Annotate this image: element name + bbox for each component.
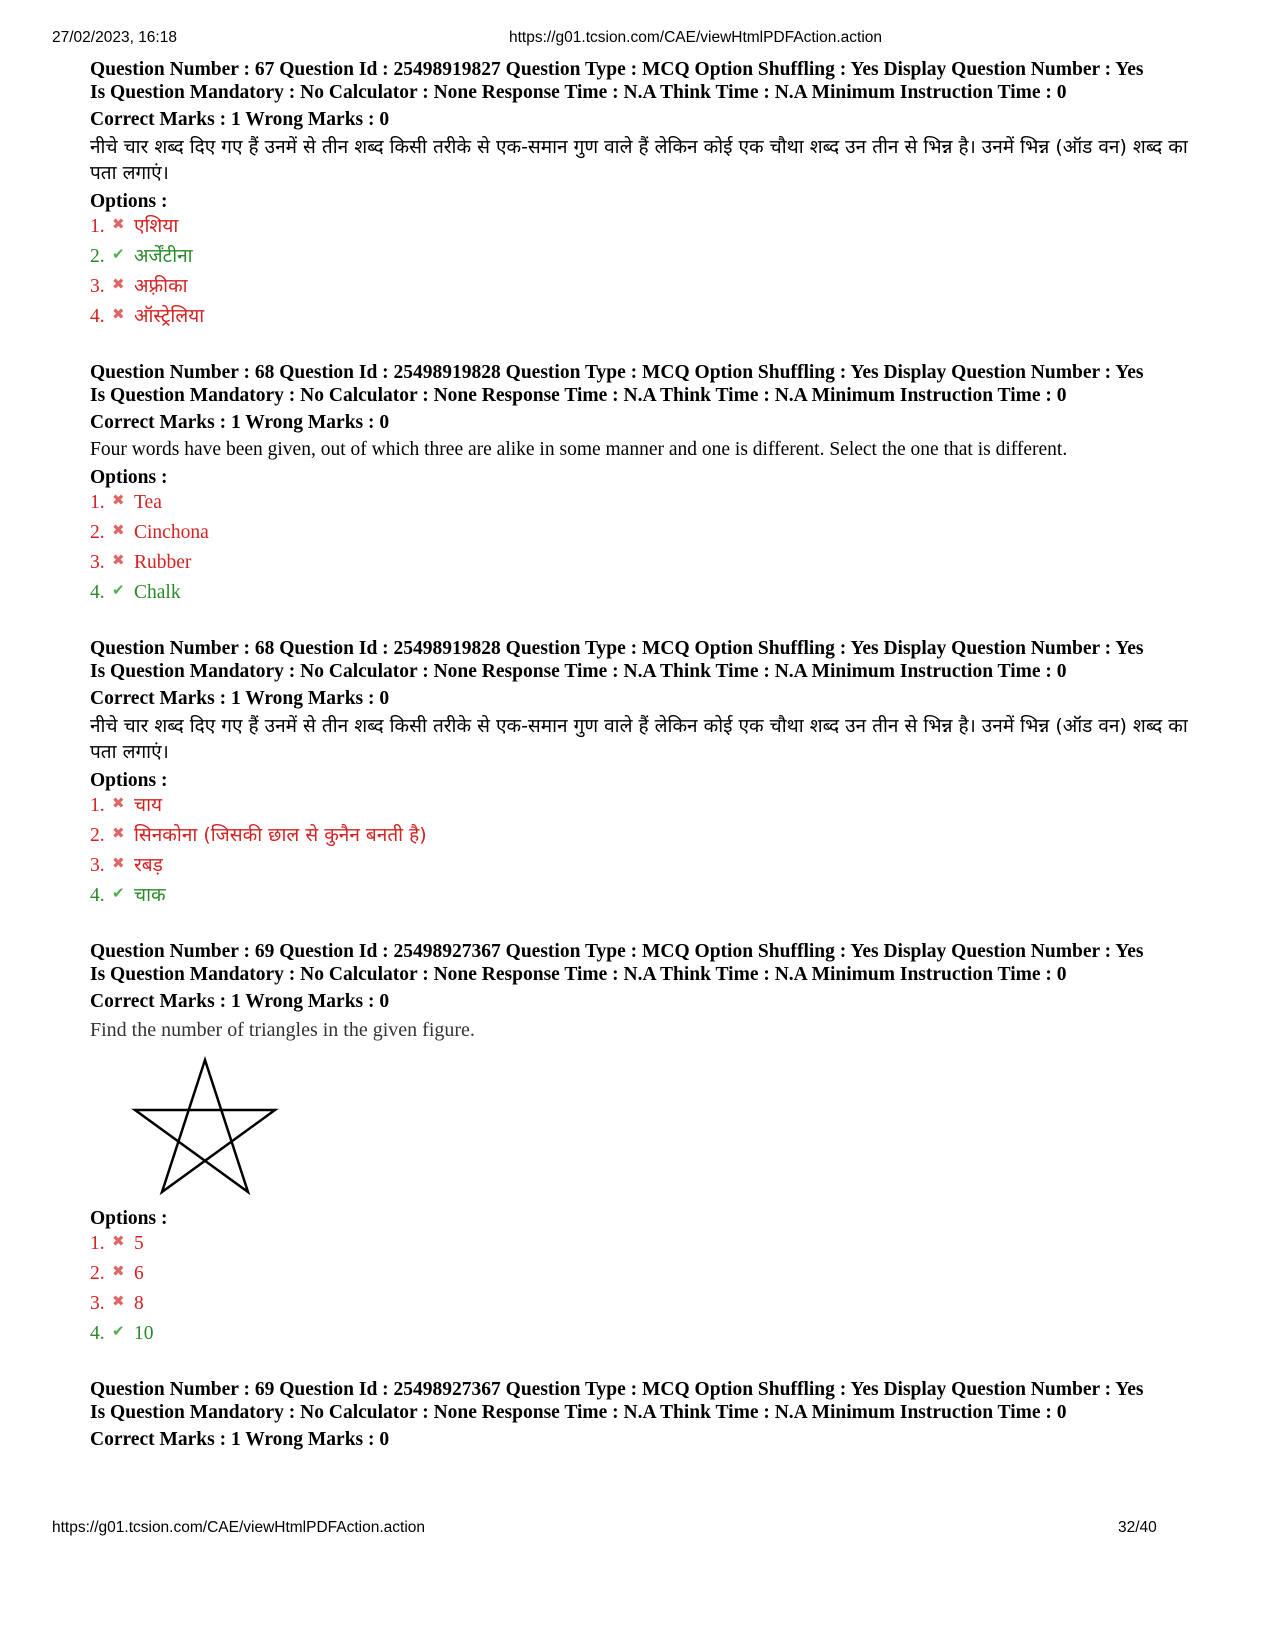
pentagram-figure bbox=[130, 1056, 280, 1196]
cross-icon: ✖ bbox=[112, 305, 125, 323]
question-meta-line-1: Question Number : 68 Question Id : 25498919828 Question Type : MCQ Option Shuffling : Yes Display Question Number : Yes bbox=[90, 638, 1144, 659]
question-meta-line-1: Question Number : 67 Question Id : 25498919827 Question Type : MCQ Option Shuffling : Yes Display Question Number : Yes bbox=[90, 59, 1144, 80]
check-icon: ✔ bbox=[112, 245, 125, 263]
cross-icon: ✖ bbox=[112, 824, 125, 842]
question-marks: Correct Marks : 1 Wrong Marks : 0 bbox=[90, 412, 390, 433]
option-1: 1. ✖ एशिया bbox=[90, 215, 179, 237]
question-meta-line-1: Question Number : 69 Question Id : 25498927367 Question Type : MCQ Option Shuffling : Yes Display Question Number : Yes bbox=[90, 1379, 1144, 1400]
cross-icon: ✖ bbox=[112, 1232, 125, 1250]
question-list bbox=[90, 58, 1200, 1477]
option-3: 3. ✖ अफ़्रीका bbox=[90, 275, 188, 297]
cross-icon: ✖ bbox=[112, 275, 125, 293]
options-label: Options : bbox=[90, 770, 168, 791]
print-header-url: https://g01.tcsion.com/CAE/viewHtmlPDFAction.action bbox=[509, 29, 883, 46]
check-icon: ✔ bbox=[112, 884, 125, 902]
options-list bbox=[90, 794, 1200, 914]
cross-icon: ✖ bbox=[112, 1262, 125, 1280]
option-4: 4. ✔ Chalk bbox=[90, 581, 181, 603]
question-marks: Correct Marks : 1 Wrong Marks : 0 bbox=[90, 1429, 390, 1450]
question-meta-line-1: Question Number : 68 Question Id : 25498919828 Question Type : MCQ Option Shuffling : Yes Display Question Number : Yes bbox=[90, 362, 1144, 383]
question-69-hi bbox=[90, 1378, 1200, 1451]
options-list bbox=[90, 491, 1200, 611]
question-text: Find the number of triangles in the given figure. bbox=[90, 1019, 475, 1041]
options-label: Options : bbox=[90, 1208, 168, 1229]
question-meta-line-1: Question Number : 69 Question Id : 25498927367 Question Type : MCQ Option Shuffling : Yes Display Question Number : Yes bbox=[90, 941, 1144, 962]
question-marks: Correct Marks : 1 Wrong Marks : 0 bbox=[90, 991, 390, 1012]
cross-icon: ✖ bbox=[112, 215, 125, 233]
question-meta-line-2: Is Question Mandatory : No Calculator : None Response Time : N.A Think Time : N.A Minimum Instruction Time : 0 bbox=[90, 661, 1067, 682]
option-1: 1. ✖ चाय bbox=[90, 794, 163, 816]
question-meta-line-2: Is Question Mandatory : No Calculator : None Response Time : N.A Think Time : N.A Minimum Instruction Time : 0 bbox=[90, 1402, 1067, 1423]
option-1: 1. ✖ 5 bbox=[90, 1232, 144, 1254]
option-3: 3. ✖ 8 bbox=[90, 1292, 144, 1314]
option-1: 1. ✖ Tea bbox=[90, 491, 162, 513]
question-68-en bbox=[90, 361, 1200, 611]
print-footer-url: https://g01.tcsion.com/CAE/viewHtmlPDFAction.action bbox=[52, 1519, 426, 1536]
option-2: 2. ✖ Cinchona bbox=[90, 521, 209, 543]
option-4: 4. ✖ ऑस्ट्रेलिया bbox=[90, 305, 205, 327]
question-69-en bbox=[90, 940, 1200, 1352]
option-3: 3. ✖ रबड़ bbox=[90, 854, 163, 876]
question-meta-line-2: Is Question Mandatory : No Calculator : None Response Time : N.A Think Time : N.A Minimum Instruction Time : 0 bbox=[90, 82, 1067, 103]
print-datetime: 27/02/2023, 16:18 bbox=[52, 29, 177, 46]
question-67 bbox=[90, 58, 1200, 335]
question-68-hi bbox=[90, 637, 1200, 914]
cross-icon: ✖ bbox=[112, 1292, 125, 1310]
options-list bbox=[90, 215, 1200, 335]
cross-icon: ✖ bbox=[112, 521, 125, 539]
question-marks: Correct Marks : 1 Wrong Marks : 0 bbox=[90, 109, 390, 130]
option-4: 4. ✔ 10 bbox=[90, 1322, 154, 1344]
cross-icon: ✖ bbox=[112, 551, 125, 569]
cross-icon: ✖ bbox=[112, 854, 125, 872]
options-list bbox=[90, 1232, 1200, 1352]
check-icon: ✔ bbox=[112, 1322, 125, 1340]
question-meta-line-2: Is Question Mandatory : No Calculator : None Response Time : N.A Think Time : N.A Minimum Instruction Time : 0 bbox=[90, 385, 1067, 406]
check-icon: ✔ bbox=[112, 581, 125, 599]
cross-icon: ✖ bbox=[112, 794, 125, 812]
question-text: नीचे चार शब्द दिए गए हैं उनमें से तीन शब्द किसी तरीके से एक-समान गुण वाले हैं लेकिन कोई एक चौथा शब्द उन तीन से भिन्न है। उनमें भिन्न (ऑड वन) शब्द का पता लगाएं। bbox=[90, 136, 1188, 184]
question-marks: Correct Marks : 1 Wrong Marks : 0 bbox=[90, 688, 390, 709]
option-2: 2. ✔ अर्जेंटीना bbox=[90, 245, 193, 267]
options-label: Options : bbox=[90, 467, 168, 488]
question-text: Four words have been given, out of which three are alike in some manner and one is different. Select the one that is different. bbox=[90, 439, 1068, 460]
option-4: 4. ✔ चाक bbox=[90, 884, 166, 906]
question-text: नीचे चार शब्द दिए गए हैं उनमें से तीन शब्द किसी तरीके से एक-समान गुण वाले हैं लेकिन कोई एक चौथा शब्द उन तीन से भिन्न है। उनमें भिन्न (ऑड वन) शब्द का पता लगाएं। bbox=[90, 715, 1188, 763]
options-label: Options : bbox=[90, 191, 168, 212]
option-3: 3. ✖ Rubber bbox=[90, 551, 192, 573]
option-2: 2. ✖ 6 bbox=[90, 1262, 144, 1284]
cross-icon: ✖ bbox=[112, 491, 125, 509]
option-2: 2. ✖ सिनकोना (जिसकी छाल से कुनैन बनती है) bbox=[90, 824, 427, 846]
question-meta-line-2: Is Question Mandatory : No Calculator : None Response Time : N.A Think Time : N.A Minimum Instruction Time : 0 bbox=[90, 964, 1067, 985]
page-number: 32/40 bbox=[1118, 1519, 1157, 1536]
